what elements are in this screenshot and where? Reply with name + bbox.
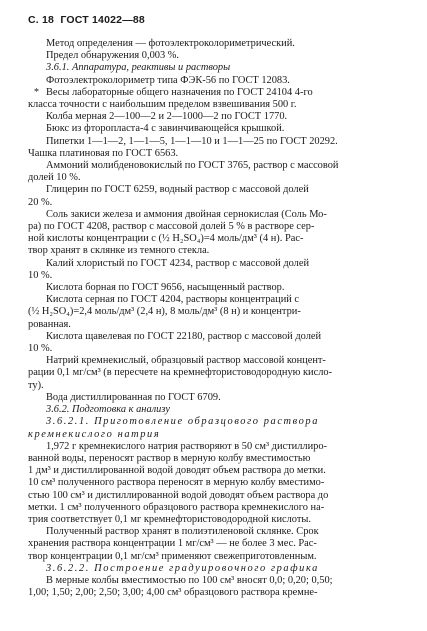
- text-line-content: Бюкс из фторопласта-4 с завинчивающейся крышкой.: [46, 123, 285, 135]
- text-line: [28, 197, 420, 209]
- text-line-content: Кислота борная по ГОСТ 9656, насыщенный раствор.: [46, 282, 285, 294]
- text-line-content: рации 0,1 мг/см³ (в пересчете на кремнефтористоводородную кисло-: [28, 367, 333, 379]
- text-line-content: кремнекислого натрия: [28, 428, 161, 440]
- text-line-content: 20 %.: [28, 196, 53, 208]
- text-line-content: твор хранят в склянке из темного стекла.: [28, 245, 210, 257]
- text-line-content: рованная.: [28, 318, 71, 330]
- text-line: [28, 355, 420, 367]
- text-line-content: ра) по ГОСТ 4208, раствор с массовой долей 5 % в растворе сер-: [28, 221, 315, 233]
- text-line-content: 1 дм³ и дистиллированной водой доводят объем раствора до метки.: [28, 465, 326, 477]
- text-line-content: ванной воды, переносят раствор в мерную колбу вместимостью: [28, 452, 311, 464]
- text-line-content: Метод определения — фотоэлектроколориметрический.: [46, 38, 295, 49]
- text-line-content: Аммоний молибденовокислый по ГОСТ 3765, раствор с массовой: [46, 160, 339, 172]
- text-line: [28, 160, 420, 172]
- text-line-content: Весы лабораторные общего назначения по ГОСТ 24104 4-го: [46, 86, 313, 98]
- text-line-content: Калий хлористый по ГОСТ 4234, раствор с массовой долей: [46, 257, 310, 269]
- text-line-content: Фотоэлектроколориметр типа ФЭК-56 по ГОСТ 12083.: [46, 74, 290, 86]
- text-line: [28, 87, 420, 99]
- text-line: [28, 75, 420, 87]
- text-line: [28, 343, 420, 355]
- text-line-content: Чашка платиновая по ГОСТ 6563.: [28, 147, 179, 159]
- text-line-content: класса точности с наибольшим пределом взвешивания 500 г.: [28, 99, 297, 111]
- text-line: [28, 502, 420, 514]
- text-line-content: Предел обнаружения 0,003 %.: [46, 50, 180, 62]
- text-line-content: Глицерин по ГОСТ 6259, водный раствор с массовой долей: [46, 184, 309, 196]
- text-line-content: 3.6.2.2. Построение градуировочного графика: [46, 562, 319, 574]
- text-line: [28, 441, 420, 453]
- text-line-content: В мерные колбы вместимостью по 100 см³ вносят 0,0; 0,20; 0,50;: [46, 574, 333, 586]
- text-line: [28, 404, 420, 416]
- text-line-content: ту).: [28, 379, 44, 391]
- text-line: [28, 429, 420, 441]
- text-line-content: Соль закиси железа и аммония двойная сернокислая (Соль Мо-: [46, 208, 327, 220]
- text-line-content: 10 %.: [28, 269, 53, 281]
- text-line-content: Кислота серная по ГОСТ 4204, растворы концентраций с: [46, 294, 300, 306]
- text-line: [28, 380, 420, 392]
- page-header: [28, 14, 145, 26]
- text-line-content: 1,00; 1,50; 2,00; 2,50; 3,00; 4,00 см³ образцового раствора кремне-: [28, 587, 318, 599]
- text-line: [28, 50, 420, 62]
- text-line: [28, 465, 420, 477]
- text-line: [28, 575, 420, 587]
- page-number: С. 18: [28, 14, 55, 26]
- text-line: [28, 184, 420, 196]
- text-line-content: (½ H₂SO₄)=2,4 моль/дм³ (2,4 н), 8 моль/дм³ (8 н) и концентри-: [28, 306, 301, 318]
- text-line-content: трия соответствует 0,1 мг кремнефтористоводородной кислоты.: [28, 513, 311, 525]
- text-line-content: 3.6.2. Подготовка к анализу: [46, 404, 170, 416]
- text-line: [28, 551, 420, 563]
- text-line: [28, 538, 420, 550]
- text-line: [28, 587, 420, 599]
- text-line: [28, 258, 420, 270]
- text-line: [28, 209, 420, 221]
- text-line: [28, 172, 420, 184]
- text-line-content: стью 100 см³ и дистиллированной водой доводят объем раствора до: [28, 489, 329, 501]
- text-line: [28, 306, 420, 318]
- text-line: [28, 245, 420, 257]
- text-line: [28, 38, 420, 50]
- text-line: [28, 331, 420, 343]
- text-line: [28, 62, 420, 74]
- text-line-content: 3.6.1. Аппаратура, реактивы и растворы: [46, 62, 231, 74]
- text-line-content: Пипетки 1—1—2, 1—1—5, 1—1—10 и 1—1—25 по ГОСТ 20292.: [46, 135, 338, 147]
- text-line: [28, 526, 420, 538]
- text-line: [28, 136, 420, 148]
- text-line-content: 10 %.: [28, 343, 53, 355]
- text-line: [28, 563, 420, 575]
- text-line: [28, 270, 420, 282]
- text-line-content: 10 см³ полученного раствора переносят в мерную колбу вместимо-: [28, 477, 325, 489]
- text-line-content: Кислота щавелевая по ГОСТ 22180, раствор с массовой долей: [46, 330, 322, 342]
- text-line: [28, 111, 420, 123]
- text-line: [28, 148, 420, 160]
- text-line-content: Колба мерная 2—100—2 и 2—1000—2 по ГОСТ 1770.: [46, 111, 288, 123]
- text-line: [28, 221, 420, 233]
- document-body: [28, 38, 420, 599]
- text-line-content: долей 10 %.: [28, 172, 81, 184]
- text-line: [28, 294, 420, 306]
- doc-code: ГОСТ 14022—88: [60, 14, 145, 26]
- text-line-content: 3.6.2.1. Приготовление образцового раствора: [46, 416, 320, 428]
- text-line-content: твор концентрации 0,1 мг/см³ применяют свежеприготовленным.: [28, 550, 317, 562]
- text-line-content: 1,972 г кремнекислого натрия растворяют в 50 см³ дистиллиро-: [46, 440, 328, 452]
- text-line: [28, 367, 420, 379]
- text-line: [28, 392, 420, 404]
- text-line: [28, 416, 420, 428]
- text-line: [28, 319, 420, 331]
- text-line-content: метки. 1 см³ полученного образцового раствора кремнекислого на-: [28, 501, 325, 513]
- text-line-content: Полученный раствор хранят в полиэтиленовой склянке. Срок: [46, 526, 319, 538]
- text-line: [28, 123, 420, 135]
- text-line-content: Натрий кремнекислый, образцовый раствор массовой концент-: [46, 355, 326, 367]
- text-line-content: хранения раствора концентрации 1 мг/см³ — не более 3 мес. Рас-: [28, 538, 317, 550]
- text-line: [28, 490, 420, 502]
- text-line: [28, 514, 420, 526]
- text-line: [28, 453, 420, 465]
- text-line: [28, 477, 420, 489]
- text-line: [28, 233, 420, 245]
- margin-mark: *: [34, 86, 39, 98]
- text-line-content: Вода дистиллированная по ГОСТ 6709.: [46, 391, 221, 403]
- text-line-content: ной кислоты концентрации с (½ H₂SO₄)=4 моль/дм³ (4 н). Рас-: [28, 233, 304, 245]
- text-line: [28, 99, 420, 111]
- text-line: [28, 282, 420, 294]
